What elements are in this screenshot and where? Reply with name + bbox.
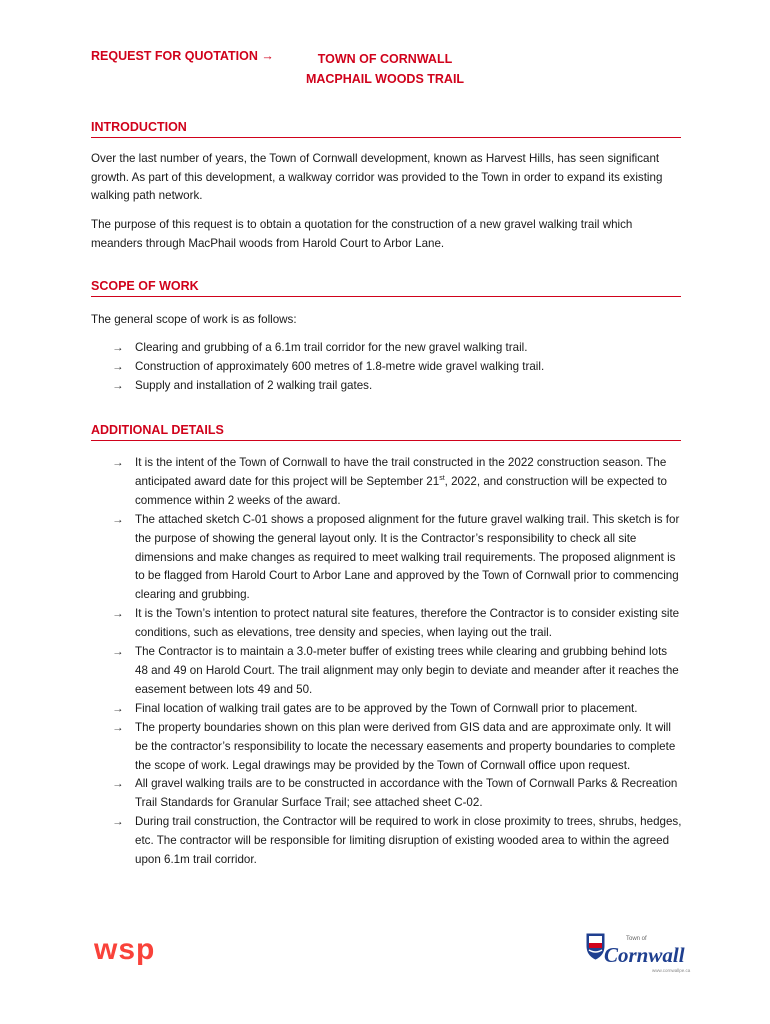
cornwall-logo [584,930,696,981]
list-item: → Construction of approximately 600 metres of 1.8-metre wide gravel walking trail. [112,358,682,377]
scope-list [112,339,682,396]
cornwall-url: www.cornwallpe.ca [652,968,691,973]
arrow-right-icon: → [112,512,124,526]
list-item: → During trail construction, the Contractor will be required to work in close proximity to trees, shrubs, hedges, etc. The contractor will be responsible for limiting disruption of existing wooded area to within the agreed upon 6.1m trail corridor. [112,815,682,867]
intro-paragraph-1: Over the last number of years, the Town of Cornwall development, known as Harvest Hills, has seen significant growth. As part of this development, a walkway corridor was provided to the Town in order to expand its existing walking path network. [91,152,663,203]
cornwall-town-of: Town of [626,936,647,942]
list-item: → It is the Town’s intention to protect natural site features, therefore the Contractor is to consider existing site conditions, such as elevations, tree density and species, when laying out the trail. [112,607,680,640]
arrow-right-icon: → [112,378,124,392]
arrow-right-icon: → [112,720,124,734]
arrow-right-icon: → [112,645,124,659]
arrow-right-icon: → [112,341,124,354]
document-title [300,49,470,89]
project-title: MACPHAIL WOODS TRAIL [305,72,465,86]
arrow-right-icon: → [112,607,124,621]
arrow-right-icon: → [112,701,124,715]
list-item: → The Contractor is to maintain a 3.0-meter buffer of existing trees while clearing and grubbing behind lots 48 and 49 on Harold Court. The trail alignment may only begin to deviate and meander after it reaches the easement between lots 49 and 50. [112,645,679,696]
cornwall-logo-text: Cornwall [604,943,685,967]
additional-details-heading: ADDITIONAL DETAILS [91,423,681,441]
list-item: → All gravel walking trails are to be constructed in accordance with the Town of Cornwall Parks & Recreation Trail Standards for Granular Surface Trail; see attached sheet C-02. [112,777,678,810]
scope-lead: The general scope of work is as follows: [91,313,297,326]
arrow-right-icon: → [112,777,124,791]
details-list [112,454,682,870]
list-item: → The attached sketch C-01 shows a proposed alignment for the future gravel walking trail. This sketch is for the purpose of showing the general layout only. It is the Contractor’s responsibility to check all site dimensions and make changes as required to meet walking trail requirements. The proposed alignment is to be flagged from Harold Court to Arbor Lane and approved by the Town of Cornwall prior to commencing clearing and grubbing. [112,512,680,602]
list-item: → It is the intent of the Town of Cornwall to have the trail constructed in the 2022 construction season. The anticipated award date for this project will be September 21st, 2022, and construction will be expected to commence within 2 weeks of the award. [112,456,667,507]
town-title: TOWN OF CORNWALL [317,52,453,66]
intro-paragraph-2: The purpose of this request is to obtain a quotation for the construction of a new gravel walking trail which meanders through MacPhail woods from Harold Court to Arbor Lane. [91,218,633,250]
list-item: → Supply and installation of 2 walking trail gates. [112,377,682,396]
introduction-heading: INTRODUCTION [91,120,681,138]
list-item: → The property boundaries shown on this plan were derived from GIS data and are approximate only. It will be the contractor’s responsibility to locate the necessary easements and property boundaries to complete the scope of work. Legal drawings may be provided by the Town of Cornwall office upon request. [112,720,676,772]
arrow-right-icon: → [112,359,124,373]
rfq-label: REQUEST FOR QUOTATION → [91,49,274,63]
list-item: → Clearing and grubbing of a 6.1m trail corridor for the new gravel walking trail. [112,339,682,358]
wsp-logo [94,935,166,976]
cornwall-crest-icon [587,934,604,959]
scope-heading: SCOPE OF WORK [91,279,681,297]
wsp-logo-text: wsp [94,935,156,966]
arrow-right-icon: → [112,456,124,469]
list-item: → Final location of walking trail gates are to be approved by the Town of Cornwall prior to placement. [112,700,682,719]
arrow-right-icon: → [112,815,124,829]
